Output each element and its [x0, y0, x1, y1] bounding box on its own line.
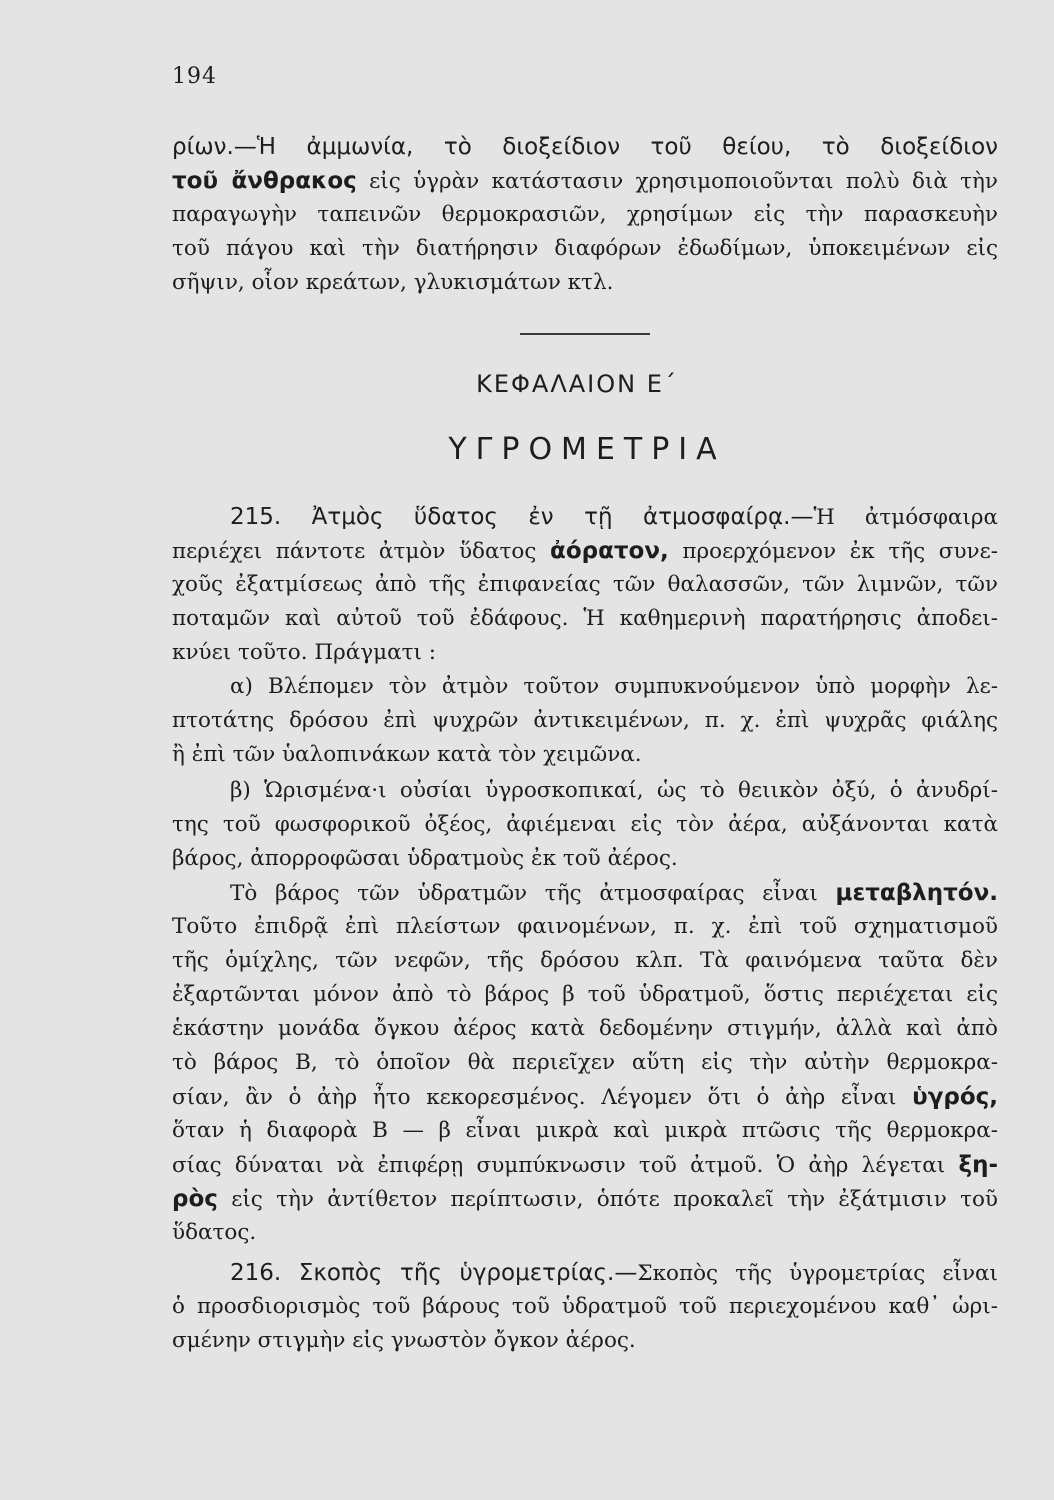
bold-term: ρὸς — [172, 1186, 218, 1212]
section-text: περιέχει πάντοτε ἀτμὸν ὕδατος — [172, 539, 551, 564]
paragraph-line-11: ὕδατος. — [172, 1220, 257, 1245]
item-a-line-3: ἢ ἐπὶ τῶν ὑαλοπινάκων κατὰ τὸν χειμῶνα. — [172, 742, 642, 767]
section-216-line-2: ὁ προσδιορισμὸς τοῦ βάρους τοῦ ὑδρατμοῦ τοῦ περιεχομένου καθ᾽ ὡρι- — [172, 1294, 998, 1319]
section-divider — [520, 333, 650, 335]
section-text: Σκοπὸς τῆς ὑγρομετρίας εἶναι — [637, 1261, 998, 1286]
intro-text: ρίων.—Ἡ ἀμμωνία, τὸ διοξείδιον τοῦ θείου, τὸ διοξείδιον — [172, 134, 998, 160]
item-a-line-2: πτοτάτης δρόσου ἐπὶ ψυχρῶν ἀντικειμένων, π. χ. ἐπὶ ψυχρᾶς φιάλης — [172, 708, 998, 733]
section-215-line-4: ποταμῶν καὶ αὐτοῦ τοῦ ἐδάφους. Ἡ καθημερινὴ παρατήρησις ἀποδει- — [172, 606, 998, 631]
item-b-line-3: βάρος, ἀπορροφῶσαι ὑδρατμοὺς ἐκ τοῦ ἀέρος. — [172, 846, 678, 871]
bold-term: ξη- — [958, 1152, 998, 1178]
bold-term: ὑγρός, — [912, 1084, 998, 1110]
section-text: σίαν, ἂν ὁ ἀὴρ ἦτο κεκορεσμένος. Λέγομεν ὅτι ὁ ἀὴρ εἶναι — [172, 1085, 913, 1110]
section-text: Ἡ ἀτμόσφαιρα — [813, 505, 998, 530]
item-b-line-2: της τοῦ φωσφορικοῦ ὀξέος, ἀφιέμεναι εἰς τὸν ἀέρα, αὐξάνονται κατὰ — [172, 812, 998, 837]
bold-term: τοῦ ἄνθρακος — [172, 168, 357, 194]
paragraph-line-7 — [172, 1080, 998, 1114]
section-text: σίας δύναται νὰ ἐπιφέρῃ συμπύκνωσιν τοῦ ἀτμοῦ. Ὁ ἀὴρ λέγεται — [172, 1153, 959, 1178]
section-215-line-1 — [230, 500, 998, 534]
paragraph-line-2: Τοῦτο ἐπιδρᾷ ἐπὶ πλείστων φαινομένων, π. χ. ἐπὶ τοῦ σχηματισμοῦ — [172, 914, 998, 939]
section-215-line-2 — [172, 534, 998, 568]
section-text: προερχόμενον ἐκ τῆς συνε- — [668, 539, 998, 564]
item-b-line-1: β) Ὡρισμένα·ι οὐσίαι ὑγροσκοπικαί, ὡς τὸ θειικὸν ὀξύ, ὁ ἀνυδρί- — [230, 778, 998, 803]
intro-line-4: τοῦ πάγου καὶ τὴν διατήρησιν διαφόρων ἐδωδίμων, ὑποκειμένων εἰς — [172, 236, 998, 261]
bold-term: ἀόρατον, — [550, 538, 669, 564]
item-a-line-1: α) Βλέπομεν τὸν ἀτμὸν τοῦτον συμπυκνούμενον ὑπὸ μορφὴν λε- — [230, 674, 998, 699]
section-215-line-5: κνύει τοῦτο. Πράγματι : — [172, 640, 437, 665]
paragraph-line-1 — [230, 876, 998, 910]
paragraph-line-3: τῆς ὁμίχλης, τῶν νεφῶν, τῆς δρόσου κλπ. Τὰ φαινόμενα ταῦτα δὲν — [172, 948, 998, 973]
section-215-heading: 215. Ἀτμὸς ὕδατος ἐν τῇ ἀτμοσφαίρᾳ.— — [230, 504, 814, 530]
paragraph-line-9 — [172, 1148, 998, 1182]
paragraph-line-5: ἑκάστην μονάδα ὄγκου ἀέρος κατὰ δεδομένην στιγμήν, ἀλλὰ καὶ ἀπὸ — [172, 1016, 998, 1041]
intro-line-3: παραγωγὴν ταπεινῶν θερμοκρασιῶν, χρησίμων εἰς τὴν παρασκευὴν — [172, 202, 998, 227]
chapter-label: ΚΕΦΑΛΑΙΟΝ Ε΄ — [476, 370, 678, 398]
intro-line-1 — [172, 130, 998, 164]
section-text: Τὸ βάρος τῶν ὑδρατμῶν τῆς ἀτμοσφαίρας εἶναι — [230, 881, 836, 906]
paragraph-line-8: ὅταν ἡ διαφορὰ Β — β εἶναι μικρὰ καὶ μικρὰ πτῶσις τῆς θερμοκρα- — [172, 1118, 998, 1143]
paragraph-line-4: ἐξαρτῶνται μόνον ἀπὸ τὸ βάρος β τοῦ ὑδρατμοῦ, ὅστις περιέχεται εἰς — [172, 982, 998, 1007]
bold-term: μεταβλητόν. — [835, 880, 998, 906]
intro-line-2 — [172, 164, 998, 198]
chapter-title: ΥΓΡΟΜΕΤΡΙΑ — [448, 432, 726, 467]
section-216-line-1 — [230, 1256, 998, 1290]
page-number: 194 — [172, 64, 217, 89]
section-215-line-3: χοῦς ἐξατμίσεως ἀπὸ τῆς ἐπιφανείας τῶν θαλασσῶν, τῶν λιμνῶν, τῶν — [172, 572, 998, 597]
paragraph-line-6: τὸ βάρος Β, τὸ ὁποῖον θὰ περιεῖχεν αὕτη εἰς τὴν αὐτὴν θερμοκρα- — [172, 1050, 998, 1075]
paragraph-line-10 — [172, 1182, 998, 1216]
intro-line-5: σῆψιν, οἷον κρεάτων, γλυκισμάτων κτλ. — [172, 270, 614, 295]
section-216-line-3: σμένην στιγμὴν εἰς γνωστὸν ὄγκον ἀέρος. — [172, 1328, 636, 1353]
section-text: εἰς τὴν ἀντίθετον περίπτωσιν, ὁπότε προκαλεῖ τὴν ἐξάτμισιν τοῦ — [217, 1187, 998, 1212]
section-216-heading: 216. Σκοπὸς τῆς ὑγρομετρίας.— — [230, 1260, 638, 1286]
intro-text: εἰς ὑγρὰν κατάστασιν χρησιμοποιοῦνται πολὺ διὰ τὴν — [356, 169, 999, 194]
